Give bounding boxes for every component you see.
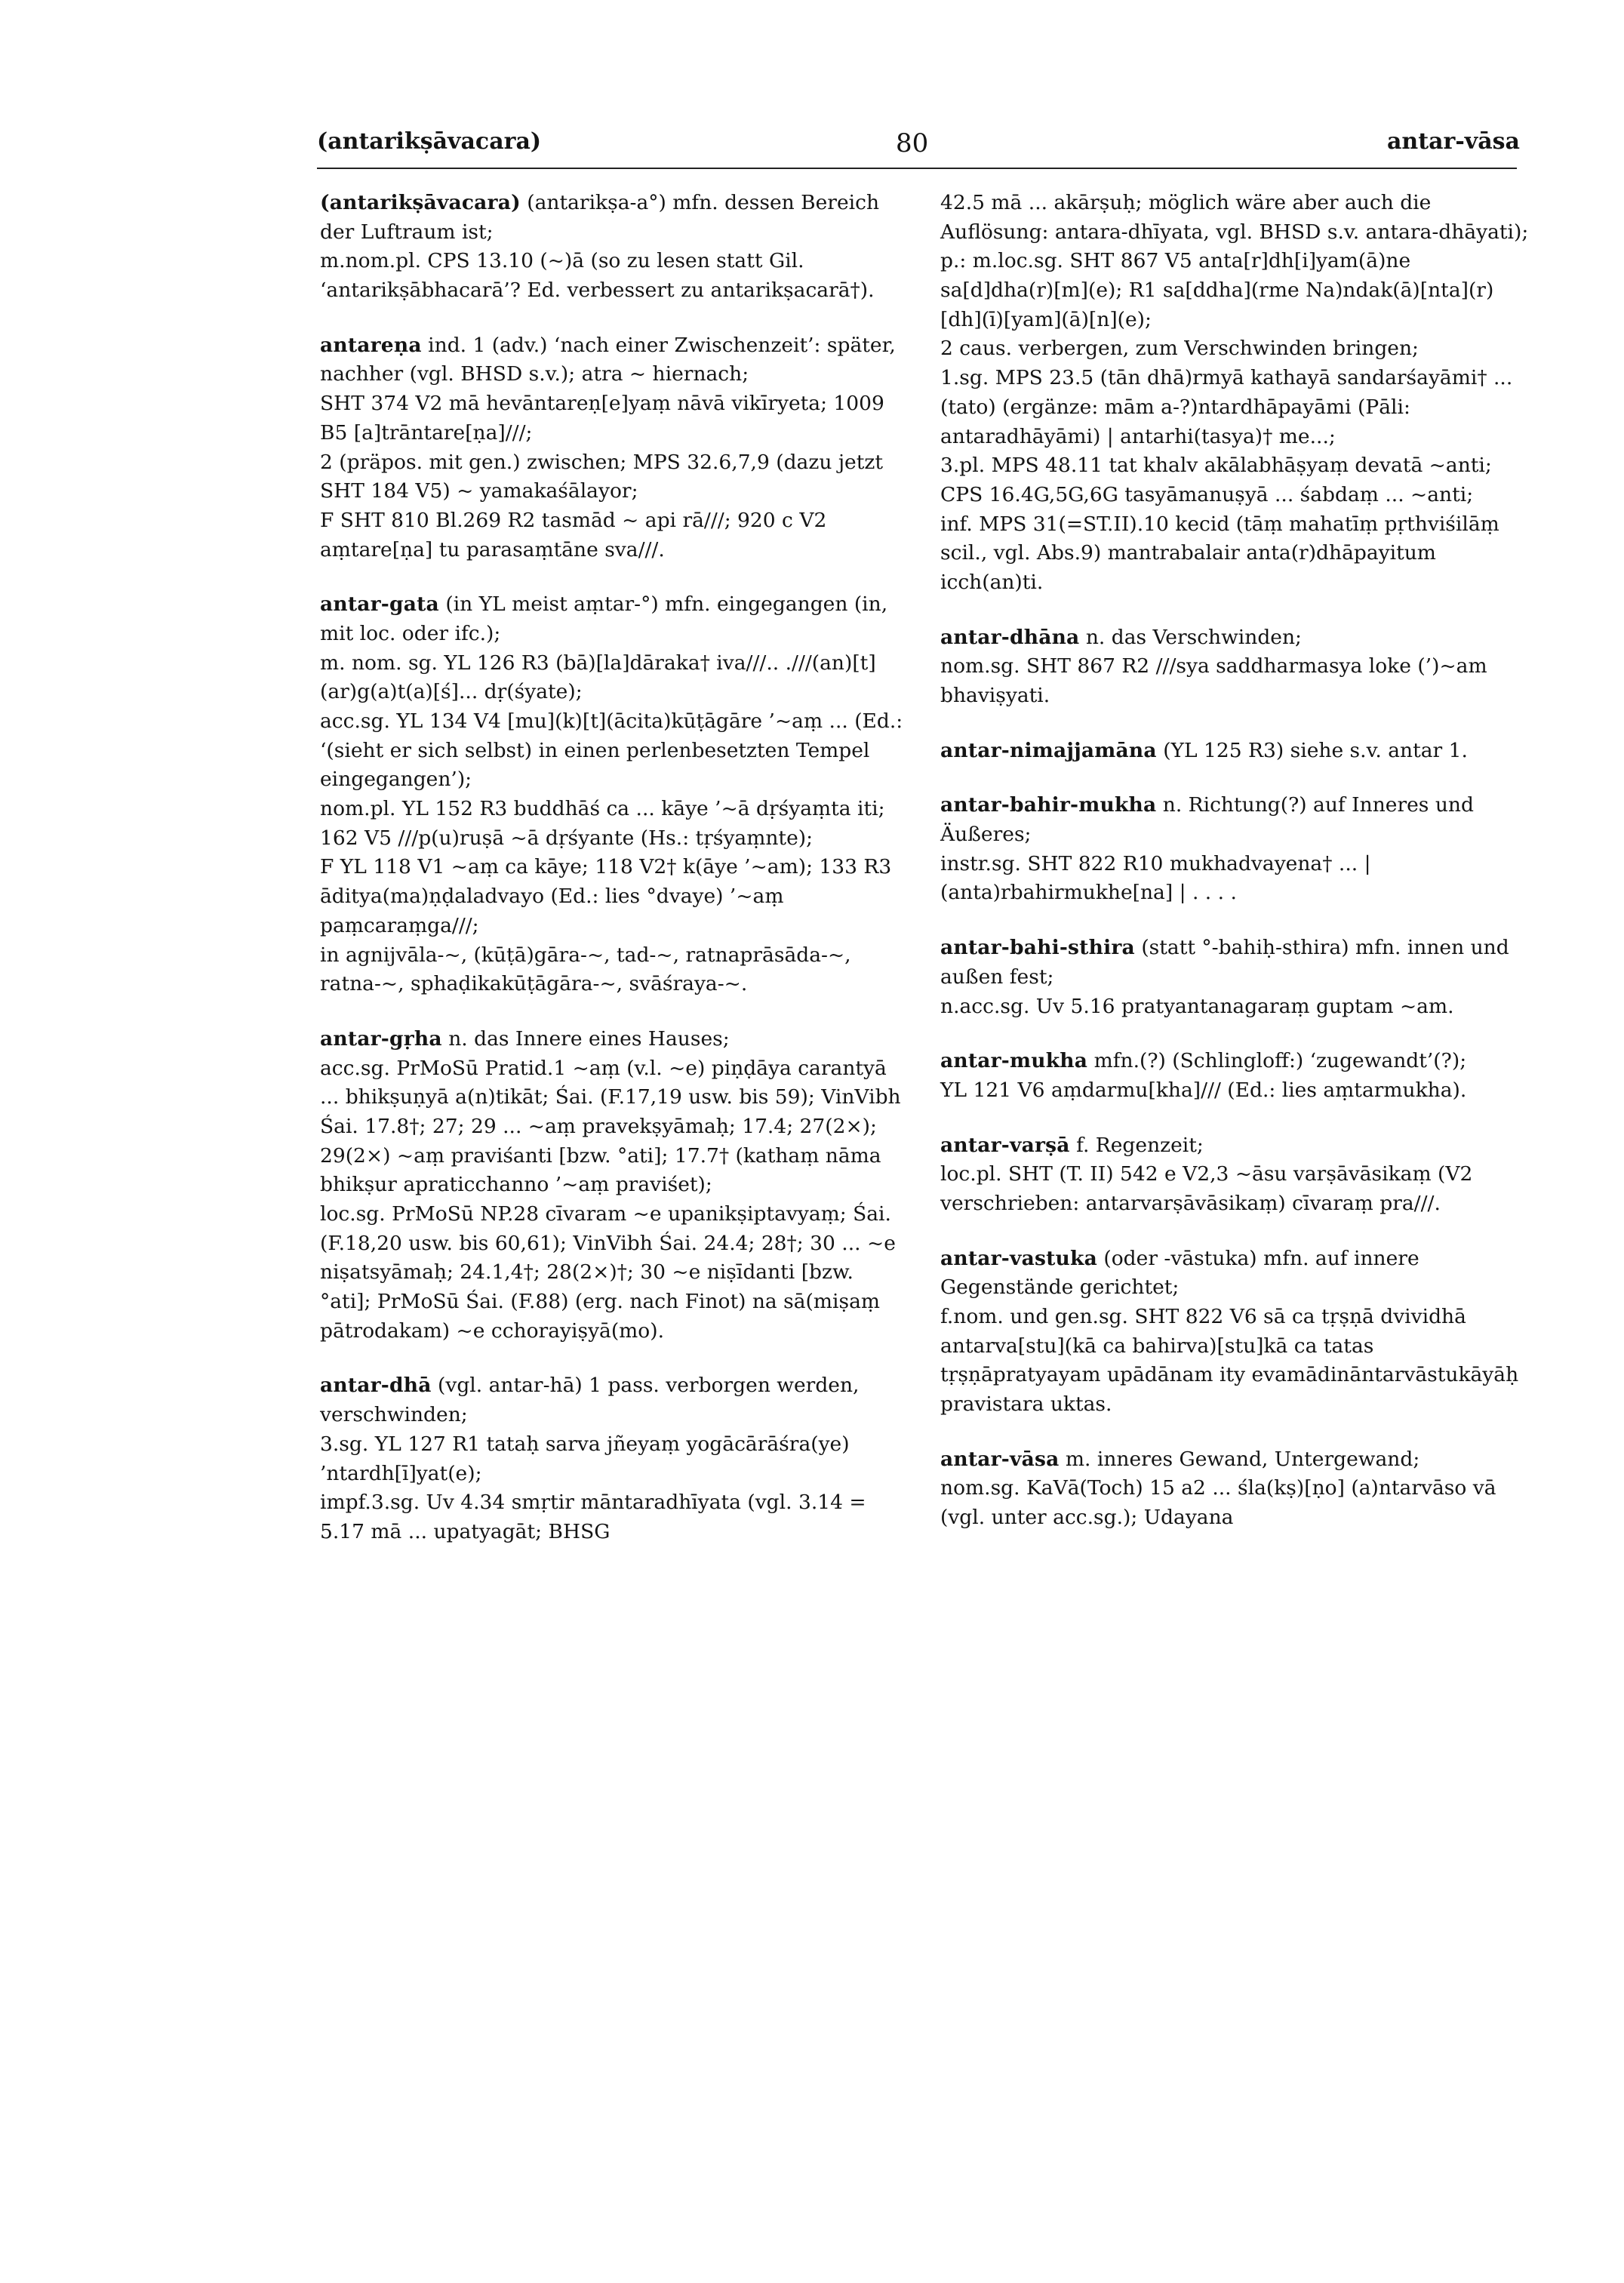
lemma: antar-bahi-sthira bbox=[940, 936, 1135, 960]
entry bbox=[320, 1371, 909, 1546]
entry bbox=[940, 1131, 1529, 1219]
entry-text: (vgl. antar-hā) 1 pass. verborgen werden, verschwinden; bbox=[320, 1374, 860, 1427]
entry-continued bbox=[940, 189, 1529, 598]
entry bbox=[940, 934, 1529, 1021]
header-left: (antarikṣāvacara) bbox=[317, 128, 542, 155]
lemma: antar-dhā bbox=[320, 1374, 432, 1398]
header-right: antar-vāsa bbox=[1386, 128, 1520, 155]
entry-text: 3.pl. MPS 48.11 tat khalv akālabhāṣyaṃ devatā ~anti; CPS 16.4G,5G,6G tasyāmanuṣyā ... śabdaṃ ... ~anti; bbox=[940, 454, 1492, 506]
entry bbox=[940, 737, 1529, 766]
entry-text: F YL 118 V1 ~aṃ ca kāye; 118 V2† k(āye ’~am); 133 R3 āditya(ma)ṇḍaladvayo (Ed.: lies °dvaye) ’~aṃ paṃcaraṃga///; bbox=[320, 855, 892, 937]
entry-line bbox=[940, 737, 1529, 766]
entry-line bbox=[320, 590, 909, 648]
entry-line bbox=[940, 1131, 1529, 1161]
lemma: antar-dhāna bbox=[940, 625, 1080, 649]
entry-line bbox=[940, 791, 1529, 849]
entry-text: mfn.(?) (Schlingloff:) ‘zugewandt’(?); bbox=[1093, 1049, 1467, 1073]
entry-line bbox=[940, 1445, 1529, 1475]
entry bbox=[940, 1047, 1529, 1105]
entry-line bbox=[320, 189, 909, 247]
entry-text: nom.sg. SHT 867 R2 ///sya saddharmasya loke (’)~am bhaviṣyati. bbox=[940, 654, 1487, 707]
entry bbox=[940, 623, 1529, 711]
lemma: (antarikṣāvacara) bbox=[320, 191, 521, 214]
entry-text: inf. MPS 31(=ST.II).10 kecid (tāṃ mahatīṃ pṛthviśilāṃ scil., vgl. Abs.9) mantrabalair anta(r)dhāpayitum icch(an)ti. bbox=[940, 512, 1499, 594]
entry-text: n. Richtung(?) auf Inneres und Äußeres; bbox=[940, 793, 1474, 847]
entry-text: (antarikṣa-a°) mfn. dessen Bereich der Luftraum ist; bbox=[320, 191, 880, 244]
entry-text: 2 caus. verbergen, zum Verschwinden bringen; bbox=[940, 337, 1419, 361]
entry-text: (oder -vāstuka) mfn. auf innere Gegenstände gerichtet; bbox=[940, 1246, 1419, 1300]
entry-text: impf.3.sg. Uv 4.34 smṛtir māntaradhīyata (vgl. 3.14 = 5.17 mā ... upatyagāt; BHSG bbox=[320, 1491, 866, 1543]
entry-text: F SHT 810 Bl.269 R2 tasmād ~ api rā///; 920 c V2 aṃtare[ṇa] tu parasaṃtāne sva///. bbox=[320, 508, 827, 562]
entry-line bbox=[940, 1245, 1529, 1303]
entry bbox=[320, 331, 909, 565]
right-column bbox=[940, 189, 1529, 1558]
entry-text: n.acc.sg. Uv 5.16 pratyantanagaraṃ guptam ~am. bbox=[940, 994, 1454, 1018]
entry-text: f. Regenzeit; bbox=[1076, 1133, 1204, 1157]
lemma: antar-vastuka bbox=[940, 1246, 1097, 1270]
entry-text: 3.sg. YL 127 R1 tataḥ sarva jñeyaṃ yogācārāśra(ye) ’ntardh[ī]yat(e); bbox=[320, 1432, 850, 1485]
entry-text: (in YL meist aṃtar-°) mfn. eingegangen (in, mit loc. oder ifc.); bbox=[320, 592, 888, 645]
entry-text: acc.sg. PrMoSū Pratid.1 ~aṃ (v.l. ~e) piṇḍāya carantyā ... bhikṣuṇyā a(n)tikāt; Śai. (F.17,19 usw. bis 59); VinVibh Śai. 17.8†; 27; 29 ... ~aṃ pravekṣyāmaḥ; 17.4; 27(2×); 29(2×) ~aṃ praviśanti [bzw. °ati]; 17.7† (kathaṃ nāma bhikṣur apraticchanno ’~aṃ praviśet); bbox=[320, 1056, 901, 1197]
entry-line bbox=[320, 331, 909, 389]
lemma: antareṇa bbox=[320, 333, 422, 357]
entry bbox=[940, 791, 1529, 908]
lemma: antar-nimajjamāna bbox=[940, 738, 1157, 762]
lemma: antar-varṣā bbox=[940, 1133, 1070, 1157]
entry-line bbox=[320, 1371, 909, 1429]
left-column bbox=[320, 189, 909, 1573]
entry-text: ind. 1 (adv.) ‘nach einer Zwischenzeit’: später, nachher (vgl. BHSD s.v.); atra ~ hiernach; bbox=[320, 333, 896, 386]
entry-line bbox=[320, 1025, 909, 1054]
entry-line bbox=[940, 934, 1529, 992]
entry bbox=[320, 1025, 909, 1346]
lemma: antar-mukha bbox=[940, 1049, 1088, 1073]
entry-text: f.nom. und gen.sg. SHT 822 V6 sā ca tṛṣṇā dvividhā antarva[stu](kā ca bahirva)[stu]kā ca tatas tṛṣṇāpratyayam upādānam ity evamādināntarvāstukāyāḥ pravistara uktas. bbox=[940, 1305, 1519, 1417]
entry-text: p.: m.loc.sg. SHT 867 V5 anta[r]dh[i]yam(ā)ne sa[d]dha(r)[m](e); R1 sa[ddha](rme Na)ndak(ā)[nta](r)[dh](ī)[yam](ā)[n](e); bbox=[940, 249, 1494, 331]
page-number: 80 bbox=[896, 128, 929, 158]
entry-text: 42.5 mā ... akārṣuḥ; möglich wäre aber auch die Auflösung: antara-dhīyata, vgl. BHSD s.v. antara-dhāyati); bbox=[940, 191, 1529, 244]
entry-text: loc.sg. PrMoSū NP.28 cīvaram ~e upanikṣiptavyaṃ; Śai. (F.18,20 usw. bis 60,61); VinVibh Śai. 24.4; 28†; 30 ... ~e niṣatsyāmaḥ; 24.1,4†; 28(2×)†; 30 ~e niṣīdanti [bzw. °ati]; PrMoSū Śai. (F.88) (erg. nach Finot) na sā(miṣaṃ pātrodakam) ~e cchorayiṣyā(mo). bbox=[320, 1202, 896, 1343]
lemma: antar-bahir-mukha bbox=[940, 793, 1157, 817]
lemma: antar-vāsa bbox=[940, 1447, 1060, 1471]
entry-text: nom.pl. YL 152 R3 buddhāś ca ... kāye ’~ā dṛśyaṃta iti; 162 V5 ///p(u)ruṣā ~ā dṛśyante (Hs.: tṛśyaṃnte); bbox=[320, 797, 885, 850]
entry-text: m. inneres Gewand, Untergewand; bbox=[1065, 1447, 1420, 1471]
entry-text: m. nom. sg. YL 126 R3 (bā)[la]dāraka† iva///.. .///(an)[t](ar)g(a)t(a)[ś]... dṛ(śyate); bbox=[320, 651, 876, 704]
entry-text: instr.sg. SHT 822 R10 mukhadvayena† ... | (anta)rbahirmukhe[na] | . . . . bbox=[940, 851, 1371, 905]
entry-text: acc.sg. YL 134 V4 [mu](k)[t](ācita)kūṭāgāre ’~aṃ ... (Ed.: ‘(sieht er sich selbst) in einen perlenbesetzten Tempel eingegangen’); bbox=[320, 709, 903, 792]
entry-text: YL 121 V6 aṃdarmu[kha]/// (Ed.: lies aṃtarmukha). bbox=[940, 1078, 1467, 1102]
entry-text: 2 (präpos. mit gen.) zwischen; MPS 32.6,7,9 (dazu jetzt SHT 184 V5) ~ yamakaśālayor; bbox=[320, 450, 883, 503]
entry bbox=[320, 189, 909, 306]
entry bbox=[940, 1245, 1529, 1420]
entry bbox=[940, 1445, 1529, 1533]
entry bbox=[320, 590, 909, 999]
entry-text: (statt °-bahiḥ-sthira) mfn. innen und außen fest; bbox=[940, 936, 1509, 989]
lemma: antar-gata bbox=[320, 592, 439, 617]
entry-text: nom.sg. KaVā(Toch) 15 a2 ... śla(kṣ)[ṇo] (a)ntarvāso vā (vgl. unter acc.sg.); Udayana bbox=[940, 1476, 1496, 1530]
running-head bbox=[0, 128, 1624, 166]
entry-text: 1.sg. MPS 23.5 (tān dhā)rmyā kathayā sandarśayāmi† ... (tato) (ergänze: mām a-?)ntardhāpayāmi (Pāli: antaradhāyāmi) | antarhi(tasya)† me...; bbox=[940, 366, 1513, 448]
entry-text: n. das Innere eines Hauses; bbox=[448, 1026, 730, 1051]
entry-line bbox=[940, 623, 1529, 653]
entry-text: (YL 125 R3) siehe s.v. antar 1. bbox=[1163, 738, 1468, 762]
entry-text: in agnijvāla-~, (kūṭā)gāra-~, tad-~, ratnaprāsāda-~, ratna-~, sphaḍikakūṭāgāra-~, svāśraya-~. bbox=[320, 943, 851, 996]
entry-text: m.nom.pl. CPS 13.10 (~)ā (so zu lesen statt Gil. ‘antarikṣābhacarā’? Ed. verbessert zu antarikṣacarā†). bbox=[320, 249, 875, 303]
entry-text: n. das Verschwinden; bbox=[1085, 625, 1302, 649]
header-rule bbox=[317, 168, 1517, 169]
entry-text: SHT 374 V2 mā hevāntareṇ[e]yaṃ nāvā vikīryeta; 1009 B5 [a]trāntare[ṇa]///; bbox=[320, 392, 884, 445]
entry-text: loc.pl. SHT (T. II) 542 e V2,3 ~āsu varṣāvāsikaṃ (V2 verschrieben: antarvarṣāvāsikaṃ) cīvaraṃ pra///. bbox=[940, 1162, 1473, 1215]
lemma: antar-gṛha bbox=[320, 1026, 442, 1051]
entry-line bbox=[940, 1047, 1529, 1076]
